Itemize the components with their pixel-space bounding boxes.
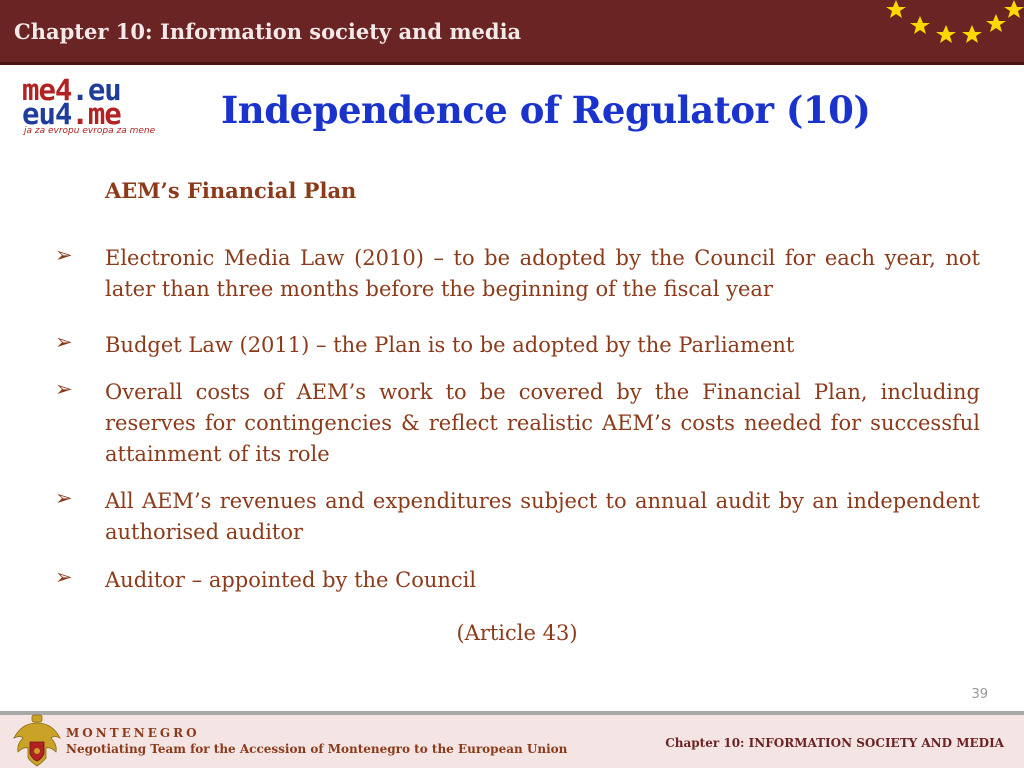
page-number: 39 [971,687,988,702]
logo-me-domain: .me [71,97,121,131]
arrow-bullet-icon: ➢ [55,330,73,354]
bullet-item [55,486,980,548]
article-reference: (Article 43) [456,621,578,645]
logo-tagline: ja za evropu evropa za mene [24,126,156,136]
arrow-bullet-icon: ➢ [55,377,73,401]
logo-eu4: eu4 [22,97,72,131]
bullet-item [55,243,980,305]
bullet-text: Overall costs of AEM’s work to be covered by the Financial Plan, including reserves for contingencies & reflect realistic AEM’s costs needed for successful attainment of its role [105,380,980,466]
star-icon [936,25,956,43]
star-icon [986,14,1006,32]
bullet-text: Auditor – appointed by the Council [105,568,477,592]
slide-header [0,0,1024,65]
star-icon [886,0,906,18]
me4eu-logo [22,73,157,138]
star-icon [962,25,982,43]
eu-stars-icon [874,0,1024,60]
star-icon [1004,0,1024,18]
footer-chapter: Chapter 10: INFORMATION SOCIETY AND MEDIA [665,736,1004,750]
footer-country: MONTENEGRO [66,726,200,740]
chapter-title: Chapter 10: Information society and media [14,19,522,44]
logo-eu-domain: .eu [71,73,121,107]
arrow-bullet-icon: ➢ [55,243,73,267]
logo-me4: me4 [22,73,72,107]
montenegro-crest-icon [11,714,63,768]
bullet-item [55,565,980,596]
bullet-text: Budget Law (2011) – the Plan is to be adopted by the Parliament [105,333,795,357]
star-icon [910,16,930,34]
bullet-item [55,330,980,361]
logo-line-2 [22,97,121,131]
footer-team: Negotiating Team for the Accession of Montenegro to the European Union [66,742,568,756]
bullet-text: All AEM’s revenues and expenditures subject to annual audit by an independent authorised auditor [105,489,980,544]
bullet-text: Electronic Media Law (2010) – to be adopted by the Council for each year, not later than three months before the beginning of the fiscal year [105,246,980,301]
slide-title: Independence of Regulator (10) [221,88,871,132]
arrow-bullet-icon: ➢ [55,565,73,589]
bullet-item [55,377,980,470]
arrow-bullet-icon: ➢ [55,486,73,510]
section-subheading: AEM’s Financial Plan [105,178,357,203]
